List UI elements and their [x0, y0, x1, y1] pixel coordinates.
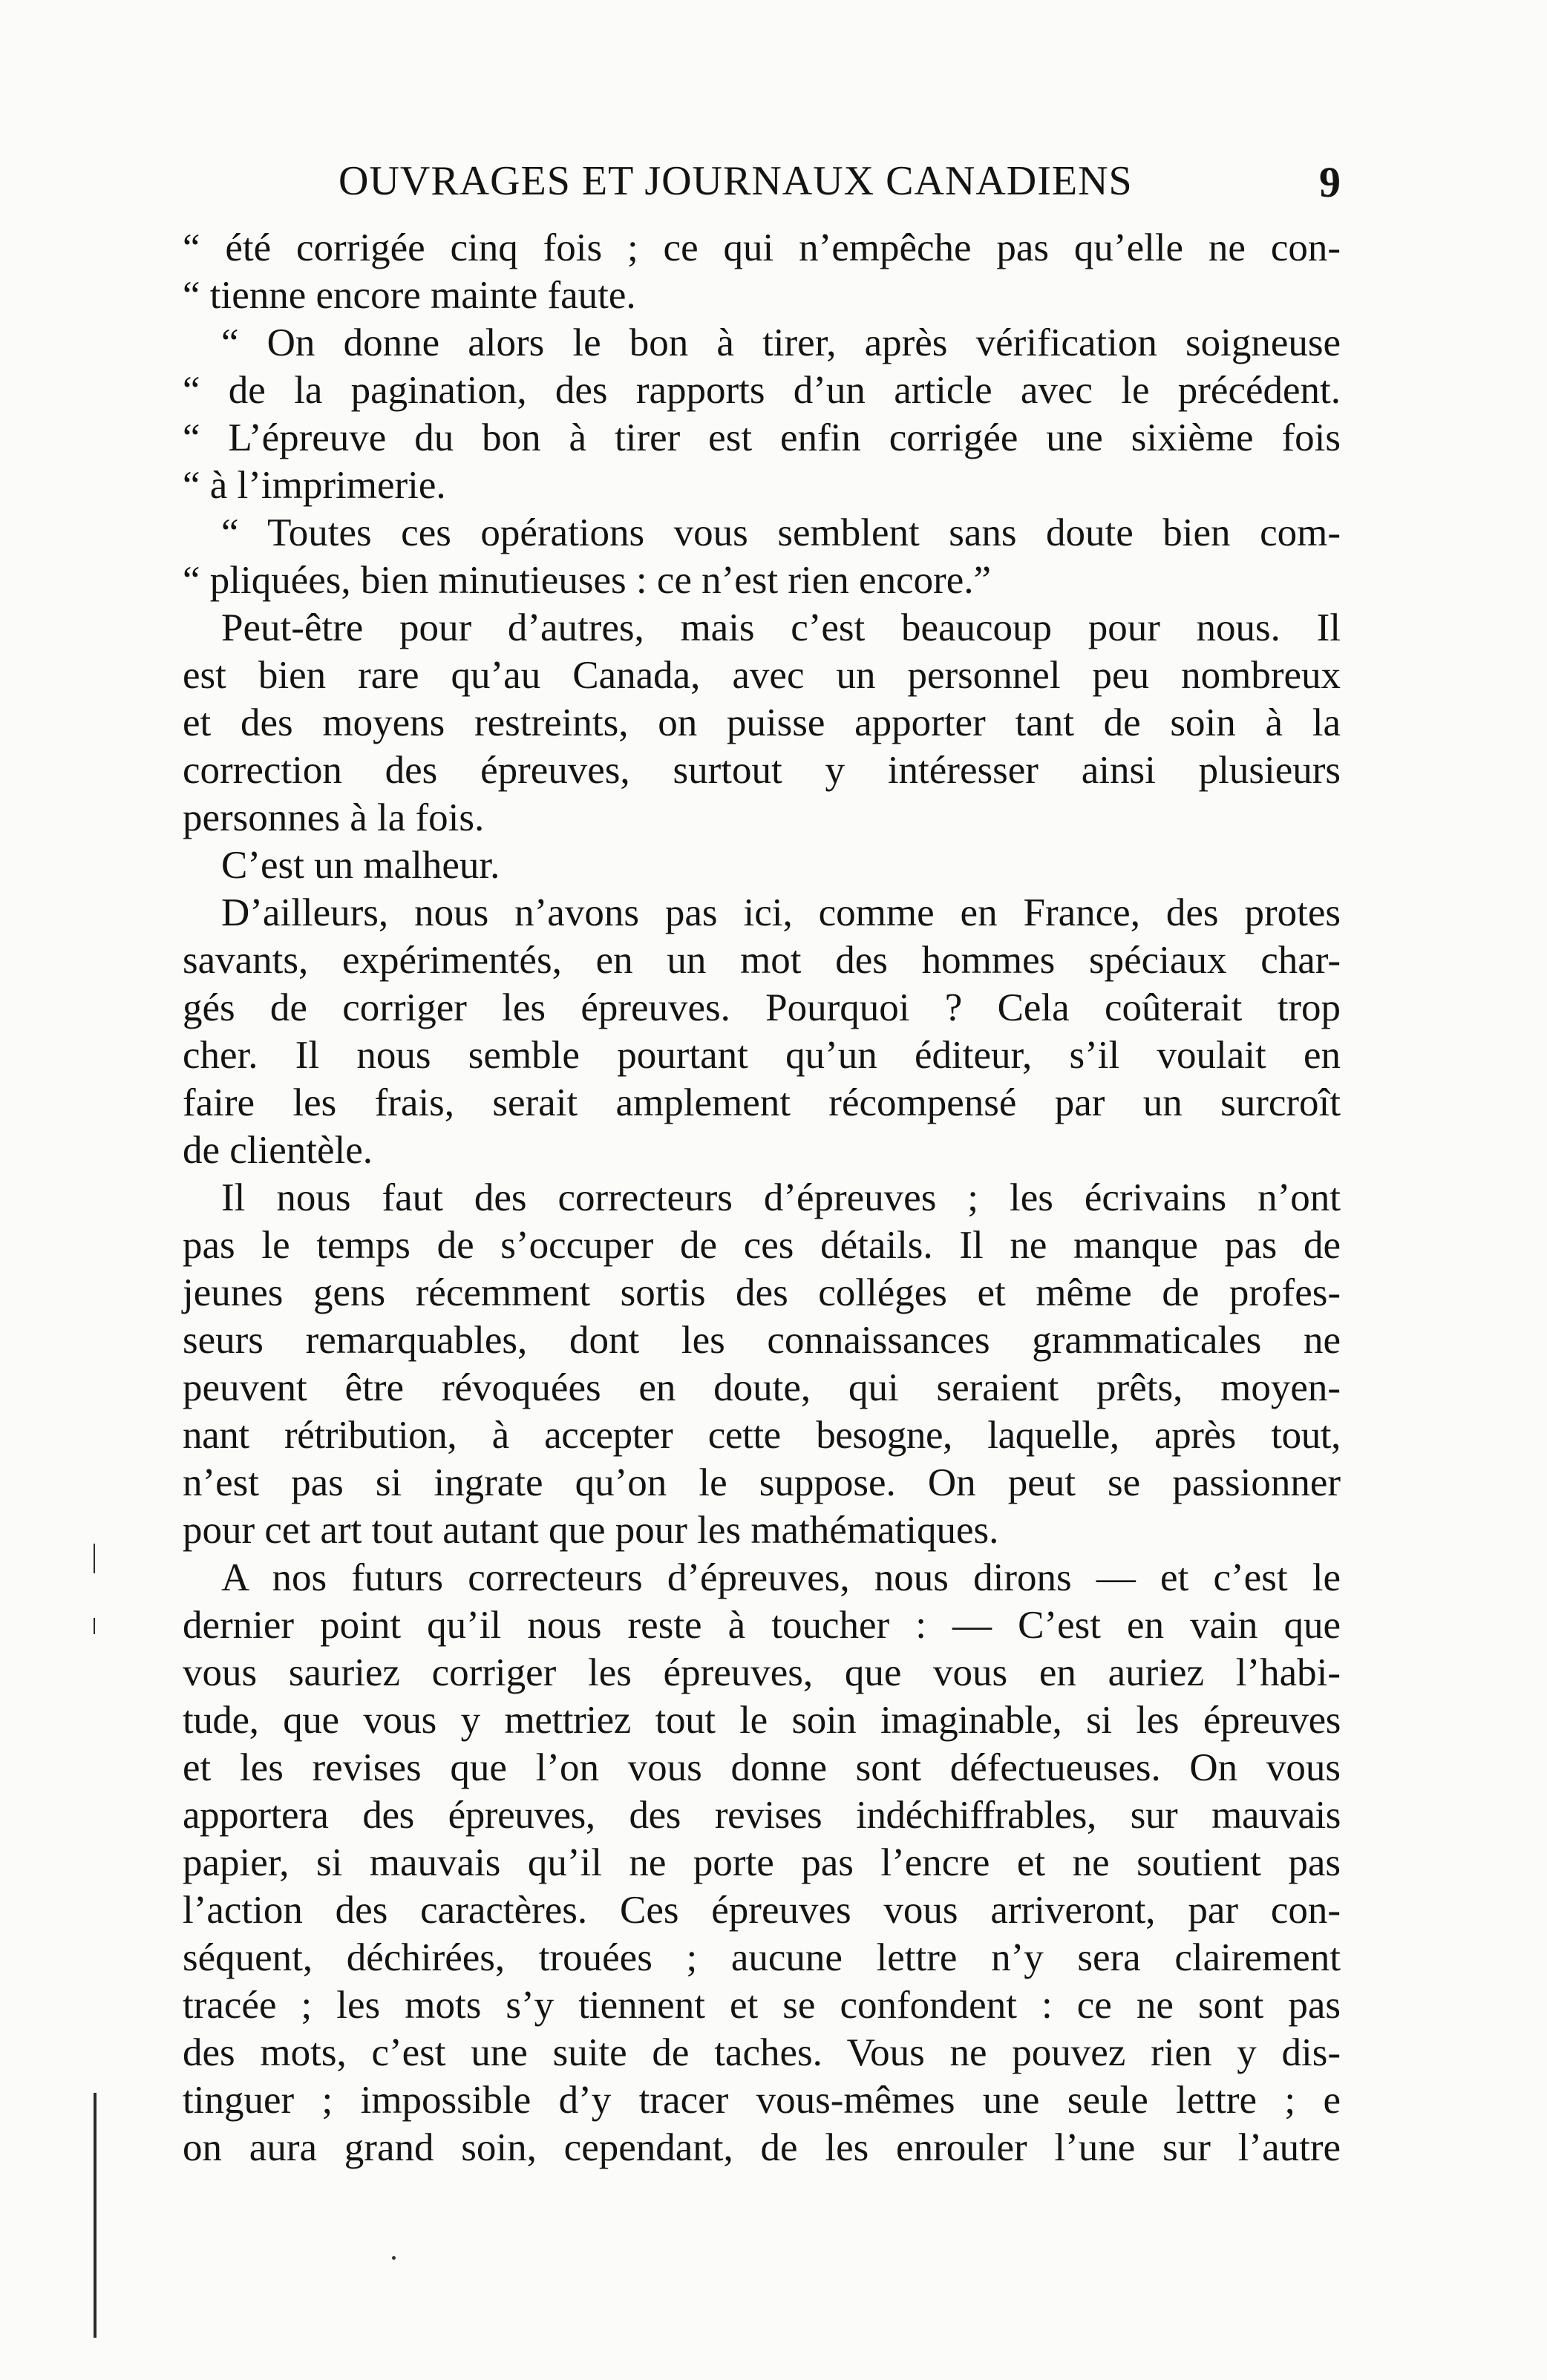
- running-head-title: OUVRAGES ET JOURNAUX CANADIENS: [338, 158, 1133, 204]
- text-line: cher. Il nous semble pourtant qu’un éditeur, s’il voulait en: [183, 1034, 1341, 1077]
- text-line: jeunes gens récemment sortis des colléges et même de profes-: [183, 1271, 1341, 1314]
- text-line: “ pliquées, bien minutieuses : ce n’est rien encore.”: [183, 559, 992, 602]
- text-line: papier, si mauvais qu’il ne porte pas l’encre et ne soutient pas: [183, 1841, 1341, 1884]
- text-line: on aura grand soin, cependant, de les enrouler l’une sur l’autre: [183, 2126, 1341, 2169]
- page-number: 9: [1319, 158, 1341, 206]
- binding-edge-mark: [94, 1544, 95, 1573]
- binding-edge-mark: [94, 1618, 95, 1634]
- text-line: “ été corrigée cinq fois ; ce qui n’empêche pas qu’elle ne con-: [183, 226, 1341, 269]
- text-line: tracée ; les mots s’y tiennent et se confondent : ce ne sont pas: [183, 1984, 1341, 2027]
- text-line: et les revises que l’on vous donne sont défectueuses. On vous: [183, 1746, 1341, 1789]
- text-line: “ tienne encore mainte faute.: [183, 274, 636, 317]
- text-line: apportera des épreuves, des revises indéchiffrables, sur mauvais: [183, 1794, 1341, 1837]
- text-line: dernier point qu’il nous reste à toucher : — C’est en vain que: [183, 1604, 1341, 1647]
- text-line: tude, que vous y mettriez tout le soin imaginable, si les épreuves: [183, 1699, 1341, 1742]
- text-line: “ à l’imprimerie.: [183, 464, 446, 507]
- text-line: “ Toutes ces opérations vous semblent sans doute bien com-: [221, 511, 1341, 554]
- text-line: “ L’épreuve du bon à tirer est enfin corrigée une sixième fois: [183, 416, 1341, 459]
- text-line: gés de corriger les épreuves. Pourquoi ? Cela coûterait trop: [183, 986, 1341, 1029]
- text-line: et des moyens restreints, on puisse apporter tant de soin à la: [183, 701, 1341, 744]
- text-line: pas le temps de s’occuper de ces détails. Il ne manque pas de: [183, 1224, 1341, 1267]
- text-line: savants, expérimentés, en un mot des hommes spéciaux char-: [183, 939, 1341, 982]
- text-line: est bien rare qu’au Canada, avec un personnel peu nombreux: [183, 654, 1341, 697]
- ink-speck: [392, 2256, 396, 2260]
- text-line: des mots, c’est une suite de taches. Vous ne pouvez rien y dis-: [183, 2031, 1341, 2074]
- running-head: [183, 157, 1341, 209]
- text-line: nant rétribution, à accepter cette besogne, laquelle, après tout,: [183, 1414, 1341, 1457]
- text-line: “ de la pagination, des rapports d’un article avec le précédent.: [183, 369, 1341, 412]
- text-line: D’ailleurs, nous n’avons pas ici, comme en France, des protes: [221, 891, 1341, 934]
- text-line: Peut-être pour d’autres, mais c’est beaucoup pour nous. Il: [221, 606, 1341, 649]
- text-line: Il nous faut des correcteurs d’épreuves ; les écrivains n’ont: [221, 1176, 1341, 1219]
- text-line: correction des épreuves, surtout y intéresser ainsi plusieurs: [183, 749, 1341, 792]
- text-line: faire les frais, serait amplement récompensé par un surcroît: [183, 1081, 1341, 1124]
- text-line: vous sauriez corriger les épreuves, que vous en auriez l’habi-: [183, 1651, 1341, 1694]
- text-line: peuvent être révoquées en doute, qui seraient prêts, moyen-: [183, 1366, 1341, 1409]
- text-line: l’action des caractères. Ces épreuves vous arriveront, par con-: [183, 1889, 1341, 1932]
- text-line: seurs remarquables, dont les connaissances grammaticales ne: [183, 1319, 1341, 1362]
- text-line: n’est pas si ingrate qu’on le suppose. On peut se passionner: [183, 1461, 1341, 1504]
- text-line: personnes à la fois.: [183, 796, 485, 839]
- text-line: tinguer ; impossible d’y tracer vous-mêmes une seule lettre ; e: [183, 2079, 1341, 2122]
- text-line: pour cet art tout autant que pour les mathématiques.: [183, 1509, 999, 1552]
- body-text: [183, 224, 1341, 2171]
- text-line: de clientèle.: [183, 1129, 373, 1172]
- text-line: C’est un malheur.: [221, 844, 500, 887]
- text-line: séquent, déchirées, trouées ; aucune lettre n’y sera clairement: [183, 1936, 1341, 1979]
- text-line: “ On donne alors le bon à tirer, après vérification soigneuse: [221, 321, 1341, 364]
- text-line: A nos futurs correcteurs d’épreuves, nous dirons — et c’est le: [221, 1556, 1341, 1599]
- binding-edge-mark: [94, 2093, 97, 2338]
